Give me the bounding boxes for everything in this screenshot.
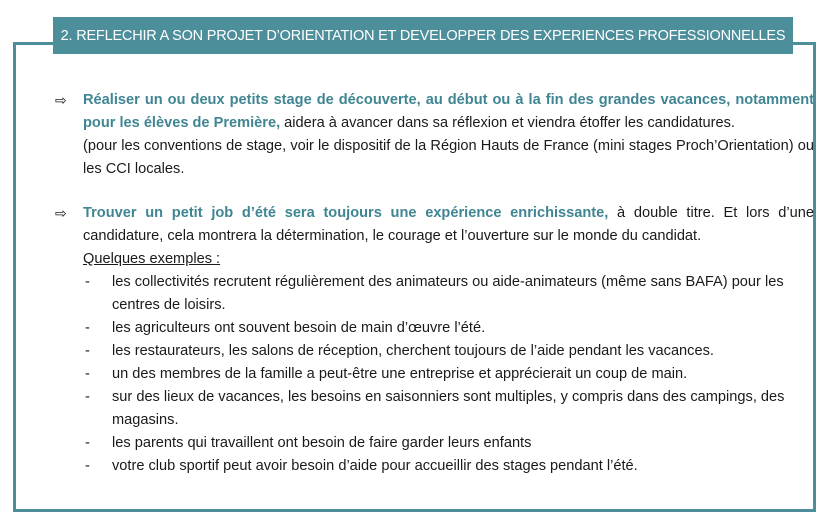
section-title: 2. REFLECHIR A SON PROJET D’ORIENTATION ET DEVELOPPER DES EXPERIENCES PROFESSIONNELLES [60, 27, 786, 44]
list-item: - les parents qui travaillent ont besoin de faire garder leurs enfants [85, 435, 532, 451]
list-item: - sur des lieux de vacances, les besoins en saisonniers sont multiples, y compris dans des campings, des magasins. [85, 389, 785, 428]
list-item: - les restaurateurs, les salons de réception, cherchent toujours de l’aide pendant les vacances. [85, 343, 714, 359]
stage-text: aidera à avancer dans sa réflexion et viendra étoffer les candidatures. [280, 115, 735, 131]
right-arrow-icon: ⇨ [55, 92, 67, 108]
section-title-banner [53, 17, 793, 54]
stage-highlight: Réaliser un ou deux petits stage de découverte, au début ou à la fin des grandes vacances, notamment pour les élèves de Première, [83, 92, 814, 131]
bullet-job [55, 202, 814, 271]
examples-list [55, 271, 814, 478]
list-item: - les agriculteurs ont souvent besoin de main d’œuvre l’été. [85, 320, 486, 336]
list-item: - les collectivités recrutent régulièrement des animateurs ou aide-animateurs (même sans BAFA) pour les centres de loisirs. [85, 274, 784, 313]
job-text: à double titre. Et lors d’une candidature, cela montrera la détermination, le courage et l’ouverture sur le monde du candidat. [83, 205, 814, 244]
examples-heading: Quelques exemples : [83, 251, 221, 267]
stage-note: (pour les conventions de stage, voir le dispositif de la Région Hauts de France (mini stages Proch’Orientation) ou les CCI locales. [83, 138, 814, 177]
right-arrow-icon: ⇨ [55, 205, 67, 221]
bullet-stage [55, 89, 814, 181]
job-highlight: Trouver un petit job d’été sera toujours une expérience enrichissante, [83, 205, 609, 221]
list-item: - votre club sportif peut avoir besoin d’aide pour accueillir des stages pendant l’été. [85, 458, 638, 474]
content-area [55, 89, 814, 478]
list-item: - un des membres de la famille a peut-être une entreprise et apprécierait un coup de main. [85, 366, 688, 382]
